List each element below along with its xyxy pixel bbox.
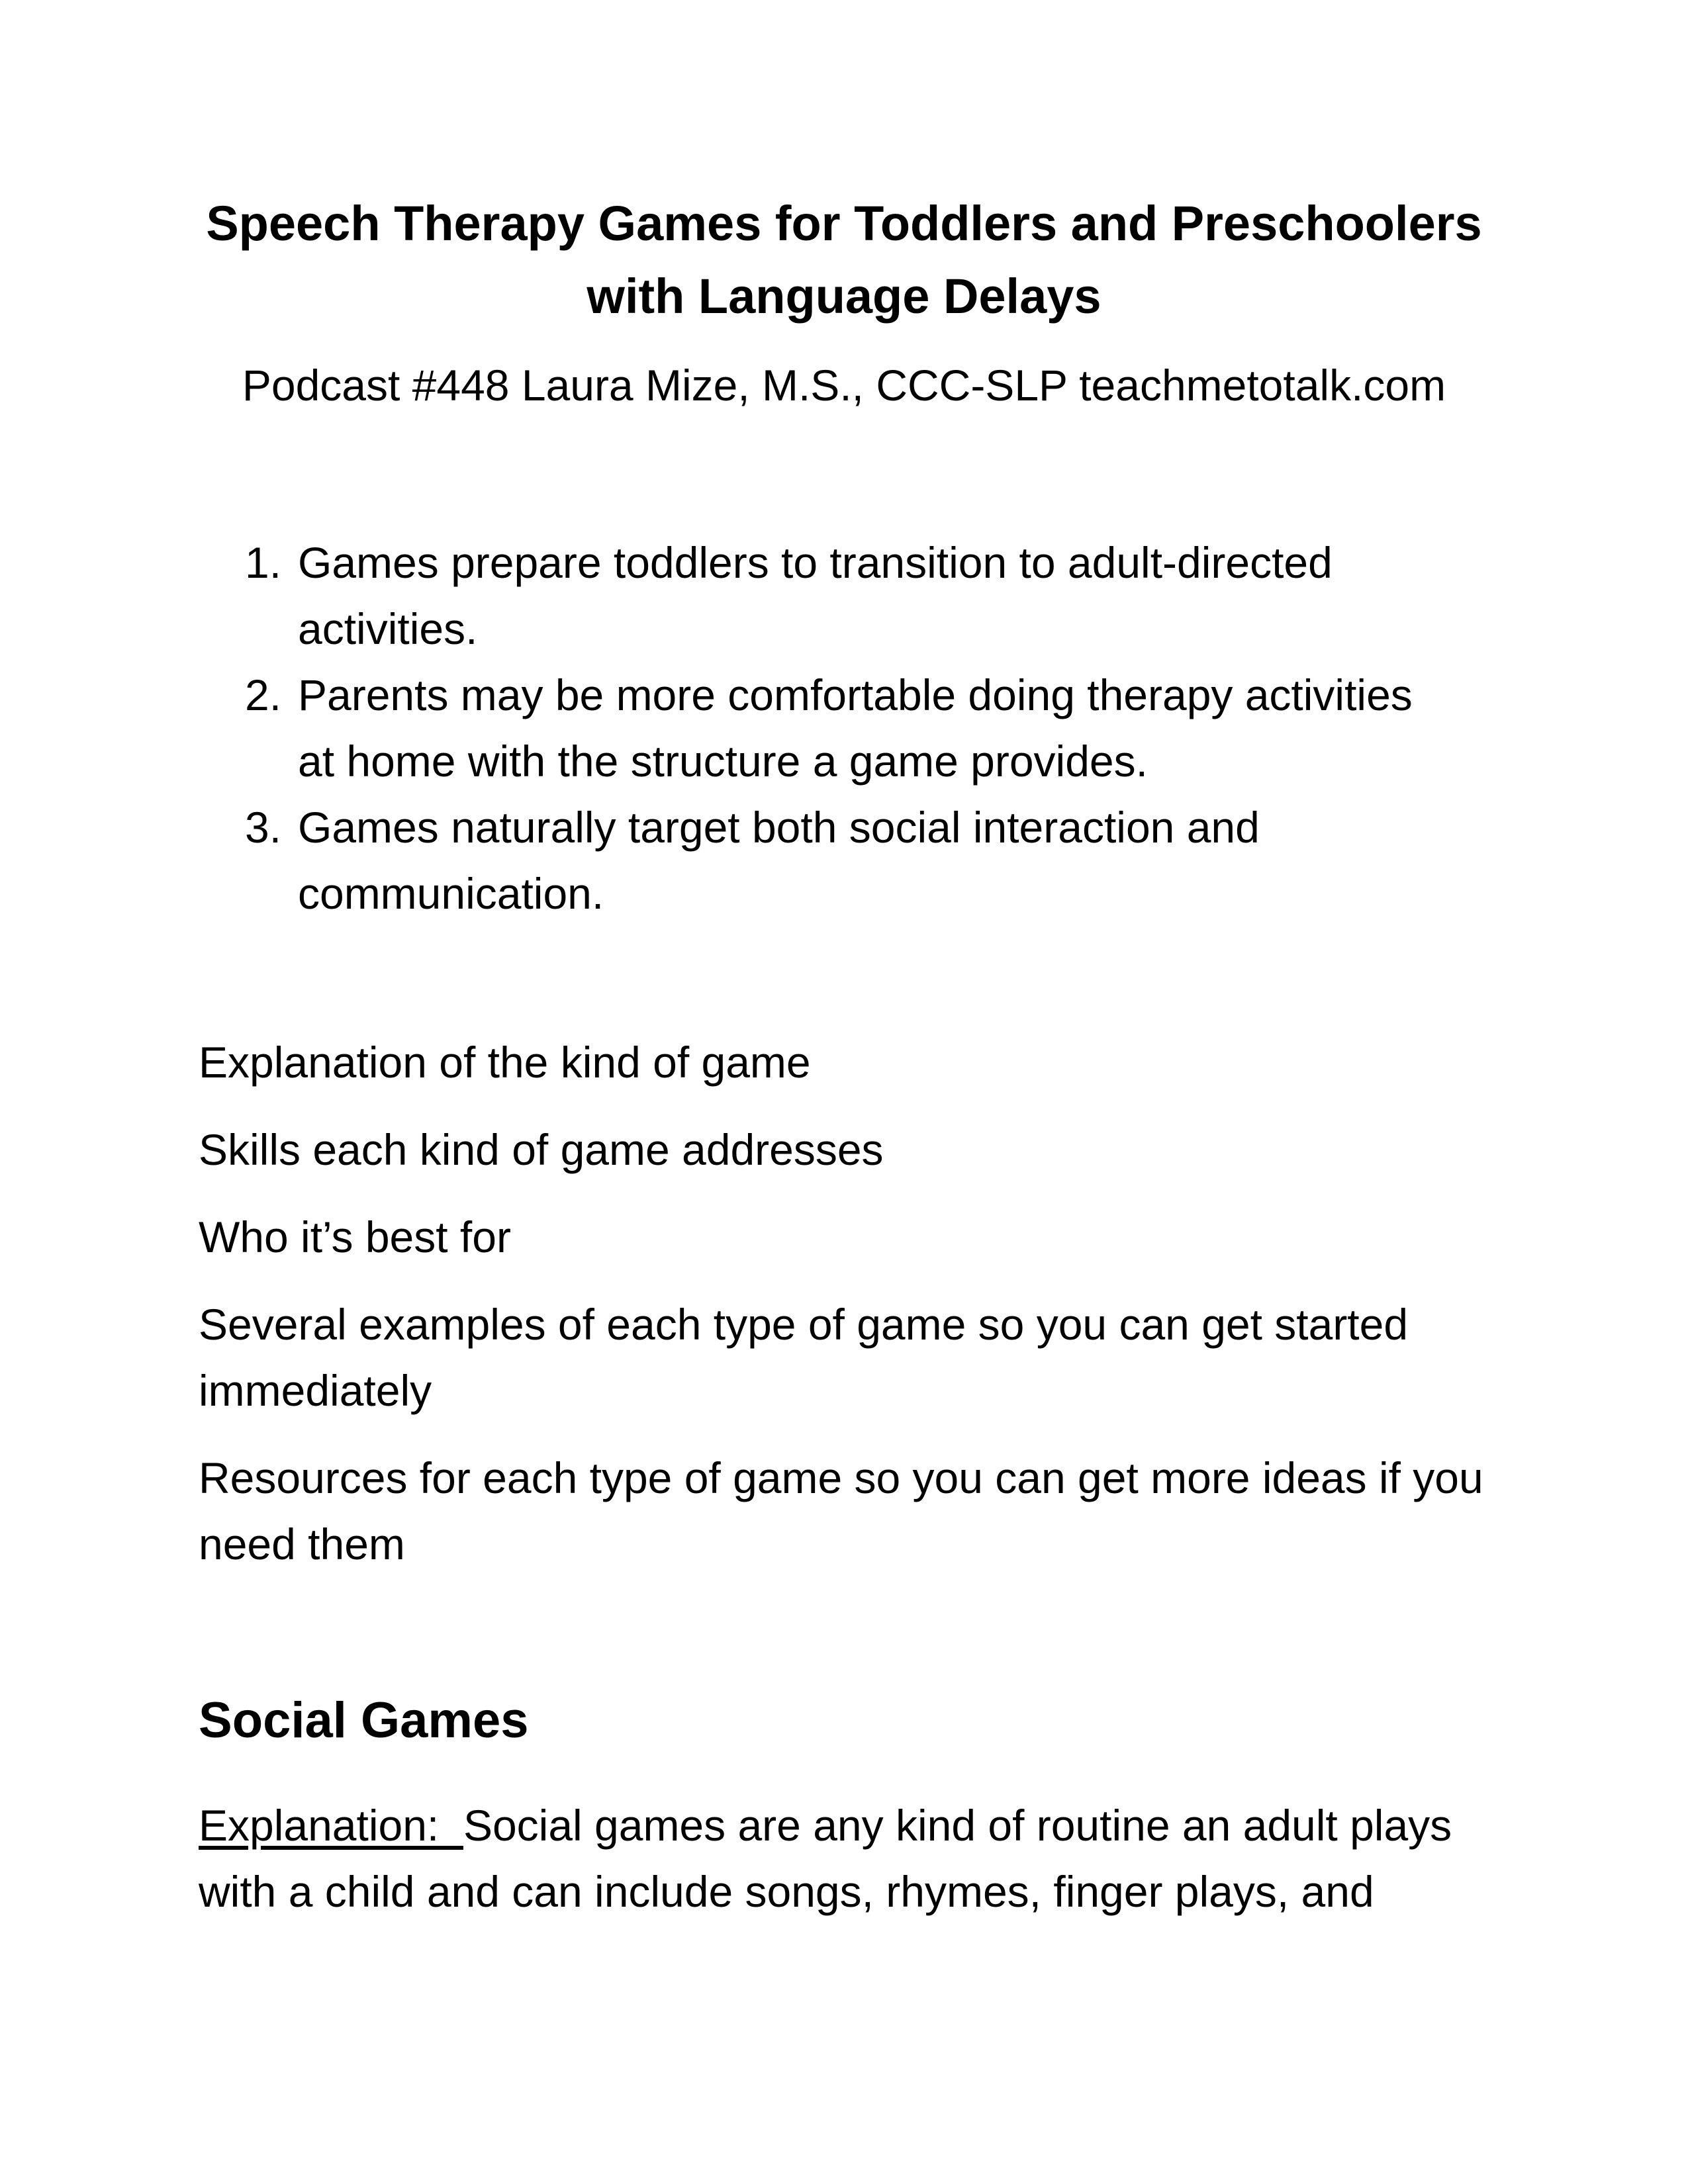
podcast-subtitle: Podcast #448 Laura Mize, M.S., CCC-SLP teachmetotalk.com (242, 361, 1446, 410)
body-paragraph: Who it’s best for (199, 1212, 511, 1261)
list-item-text-line: Games prepare toddlers to transition to adult-directed (298, 538, 1333, 587)
list-item-text-line: activities. (298, 604, 478, 653)
list-item-number: 1. (245, 538, 282, 587)
list-item (245, 529, 1489, 662)
list-item (245, 662, 1489, 794)
body-paragraphs (199, 1029, 1496, 1598)
list-item-number: 2. (245, 670, 282, 719)
body-paragraph: Explanation of the kind of game (199, 1038, 811, 1087)
title-line-2: with Language Delays (586, 269, 1102, 324)
list-item (245, 794, 1489, 927)
list-item-text-line: Games naturally target both social interaction and (298, 803, 1260, 852)
explanation-text: Social games are any kind of routine an adult plays with a child and can include songs, rhymes, finger plays, and (199, 1801, 1452, 1916)
list-item-text-line: Parents may be more comfortable doing therapy activities (298, 670, 1413, 719)
body-paragraph: Several examples of each type of game so you can get started immediately (199, 1300, 1409, 1415)
list-item-text-line: at home with the structure a game provides. (298, 737, 1148, 786)
numbered-list (245, 529, 1489, 927)
title-line-1: Speech Therapy Games for Toddlers and Preschoolers (206, 196, 1482, 251)
section-heading: Social Games (199, 1692, 529, 1749)
document-title (199, 187, 1489, 333)
body-paragraph: Resources for each type of game so you can get more ideas if you need them (199, 1453, 1483, 1569)
list-item-number: 3. (245, 803, 282, 852)
list-item-text-line: communication. (298, 869, 604, 918)
explanation-label: Explanation: (199, 1801, 463, 1850)
body-paragraph: Skills each kind of game addresses (199, 1125, 884, 1174)
explanation-paragraph (199, 1792, 1496, 1925)
